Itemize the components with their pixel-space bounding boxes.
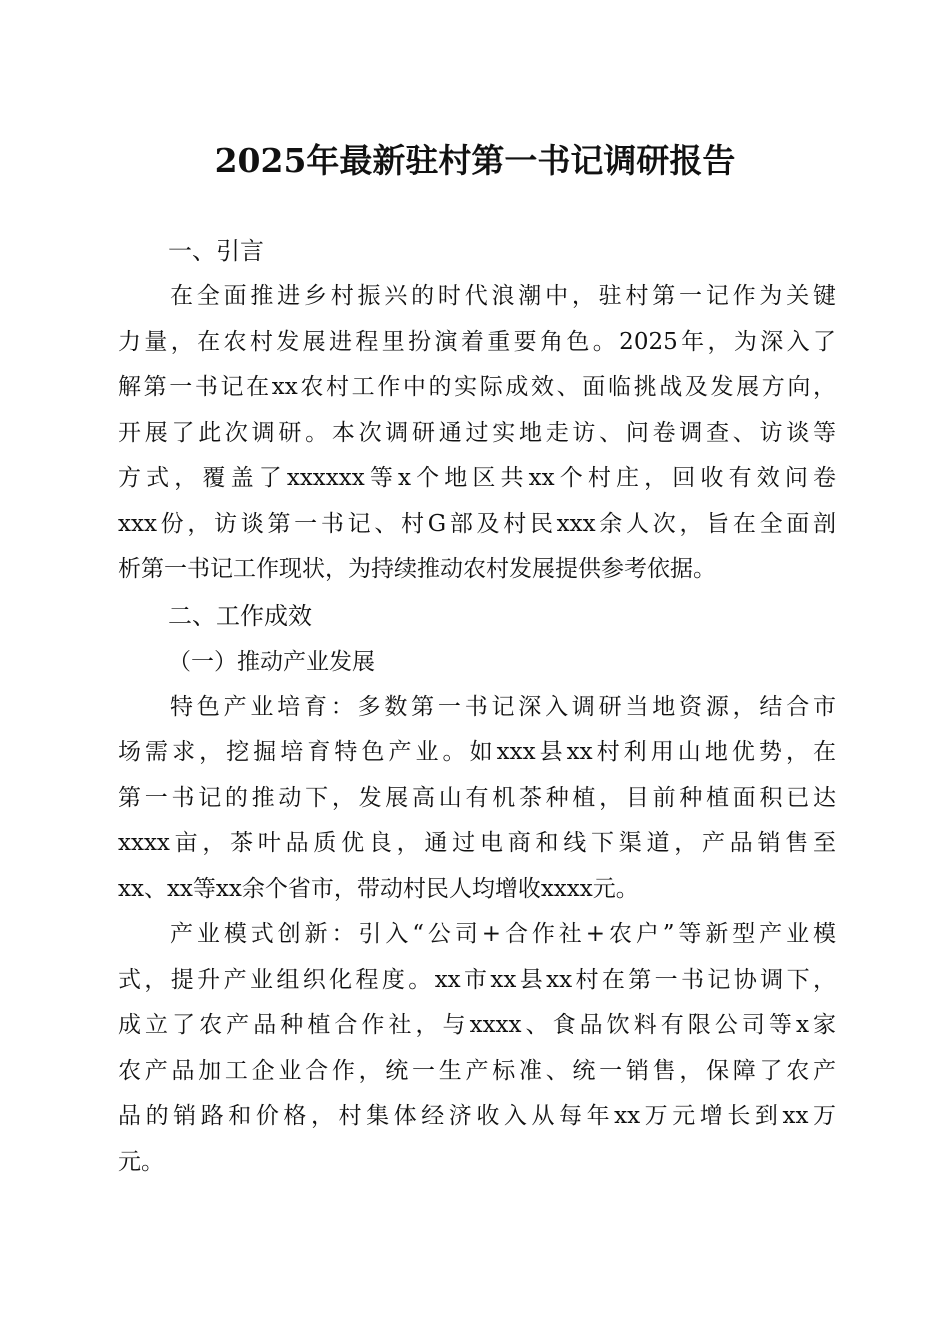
paragraph-line: 场需求，挖掘培育特色产业。如xxx县xx村利用山地优势，在 (118, 739, 836, 765)
section-heading-introduction: 一、引言 (168, 237, 264, 265)
paragraph-industry-cultivation (118, 685, 836, 913)
paragraph-line: 特色产业培育：多数第一书记深入调研当地资源，结合市 (170, 693, 836, 720)
paragraph-line: 产业模式创新：引入“公司+合作社+农户”等新型产业模 (170, 921, 836, 947)
paragraph-line: 品的销路和价格，村集体经济收入从每年xx万元增长到xx万 (118, 1103, 836, 1129)
paragraph-industry-model (118, 912, 836, 1185)
paragraph-line: 式，提升产业组织化程度。xx市xx县xx村在第一书记协调下， (118, 966, 836, 993)
paragraph-line: 元。 (118, 1148, 164, 1175)
subsection-heading-industry: （一）推动产业发展 (168, 648, 375, 675)
paragraph-line: 解第一书记在xx农村工作中的实际成效、面临挑战及发展方向， (118, 374, 836, 400)
document-title: 2025年最新驻村第一书记调研报告 (214, 141, 736, 180)
paragraph-line: 农产品加工企业合作，统一生产标准、统一销售，保障了农产 (118, 1057, 836, 1084)
paragraph-line: 开展了此次调研。本次调研通过实地走访、问卷调查、访谈等 (118, 419, 836, 446)
paragraph-introduction (118, 274, 836, 593)
document-body (118, 228, 836, 1185)
paragraph-line: xxxx亩，茶叶品质优良，通过电商和线下渠道，产品销售至 (118, 830, 836, 856)
paragraph-line: xxx份，访谈第一书记、村G部及村民xxx余人次，旨在全面剖 (118, 510, 836, 537)
paragraph-line: 力量，在农村发展进程里扮演着重要角色。2025年，为深入了 (118, 328, 836, 355)
paragraph-line: 方式，覆盖了xxxxxx等x个地区共xx个村庄，回收有效问卷 (118, 465, 836, 491)
paragraph-line: 析第一书记工作现状，为持续推动农村发展提供参考依据。 (118, 556, 716, 582)
paragraph-line: xx、xx等xx余个省市，带动村民人均增收xxxx元。 (118, 875, 639, 902)
paragraph-line: 第一书记的推动下，发展高山有机茶种植，目前种植面积已达 (118, 784, 836, 811)
paragraph-line: 成立了农产品种植合作社，与xxxx、食品饮料有限公司等x家 (118, 1012, 836, 1038)
section-heading-achievements: 二、工作成效 (168, 601, 312, 630)
paragraph-line: 在全面推进乡村振兴的时代浪潮中，驻村第一记作为关键 (170, 283, 836, 309)
